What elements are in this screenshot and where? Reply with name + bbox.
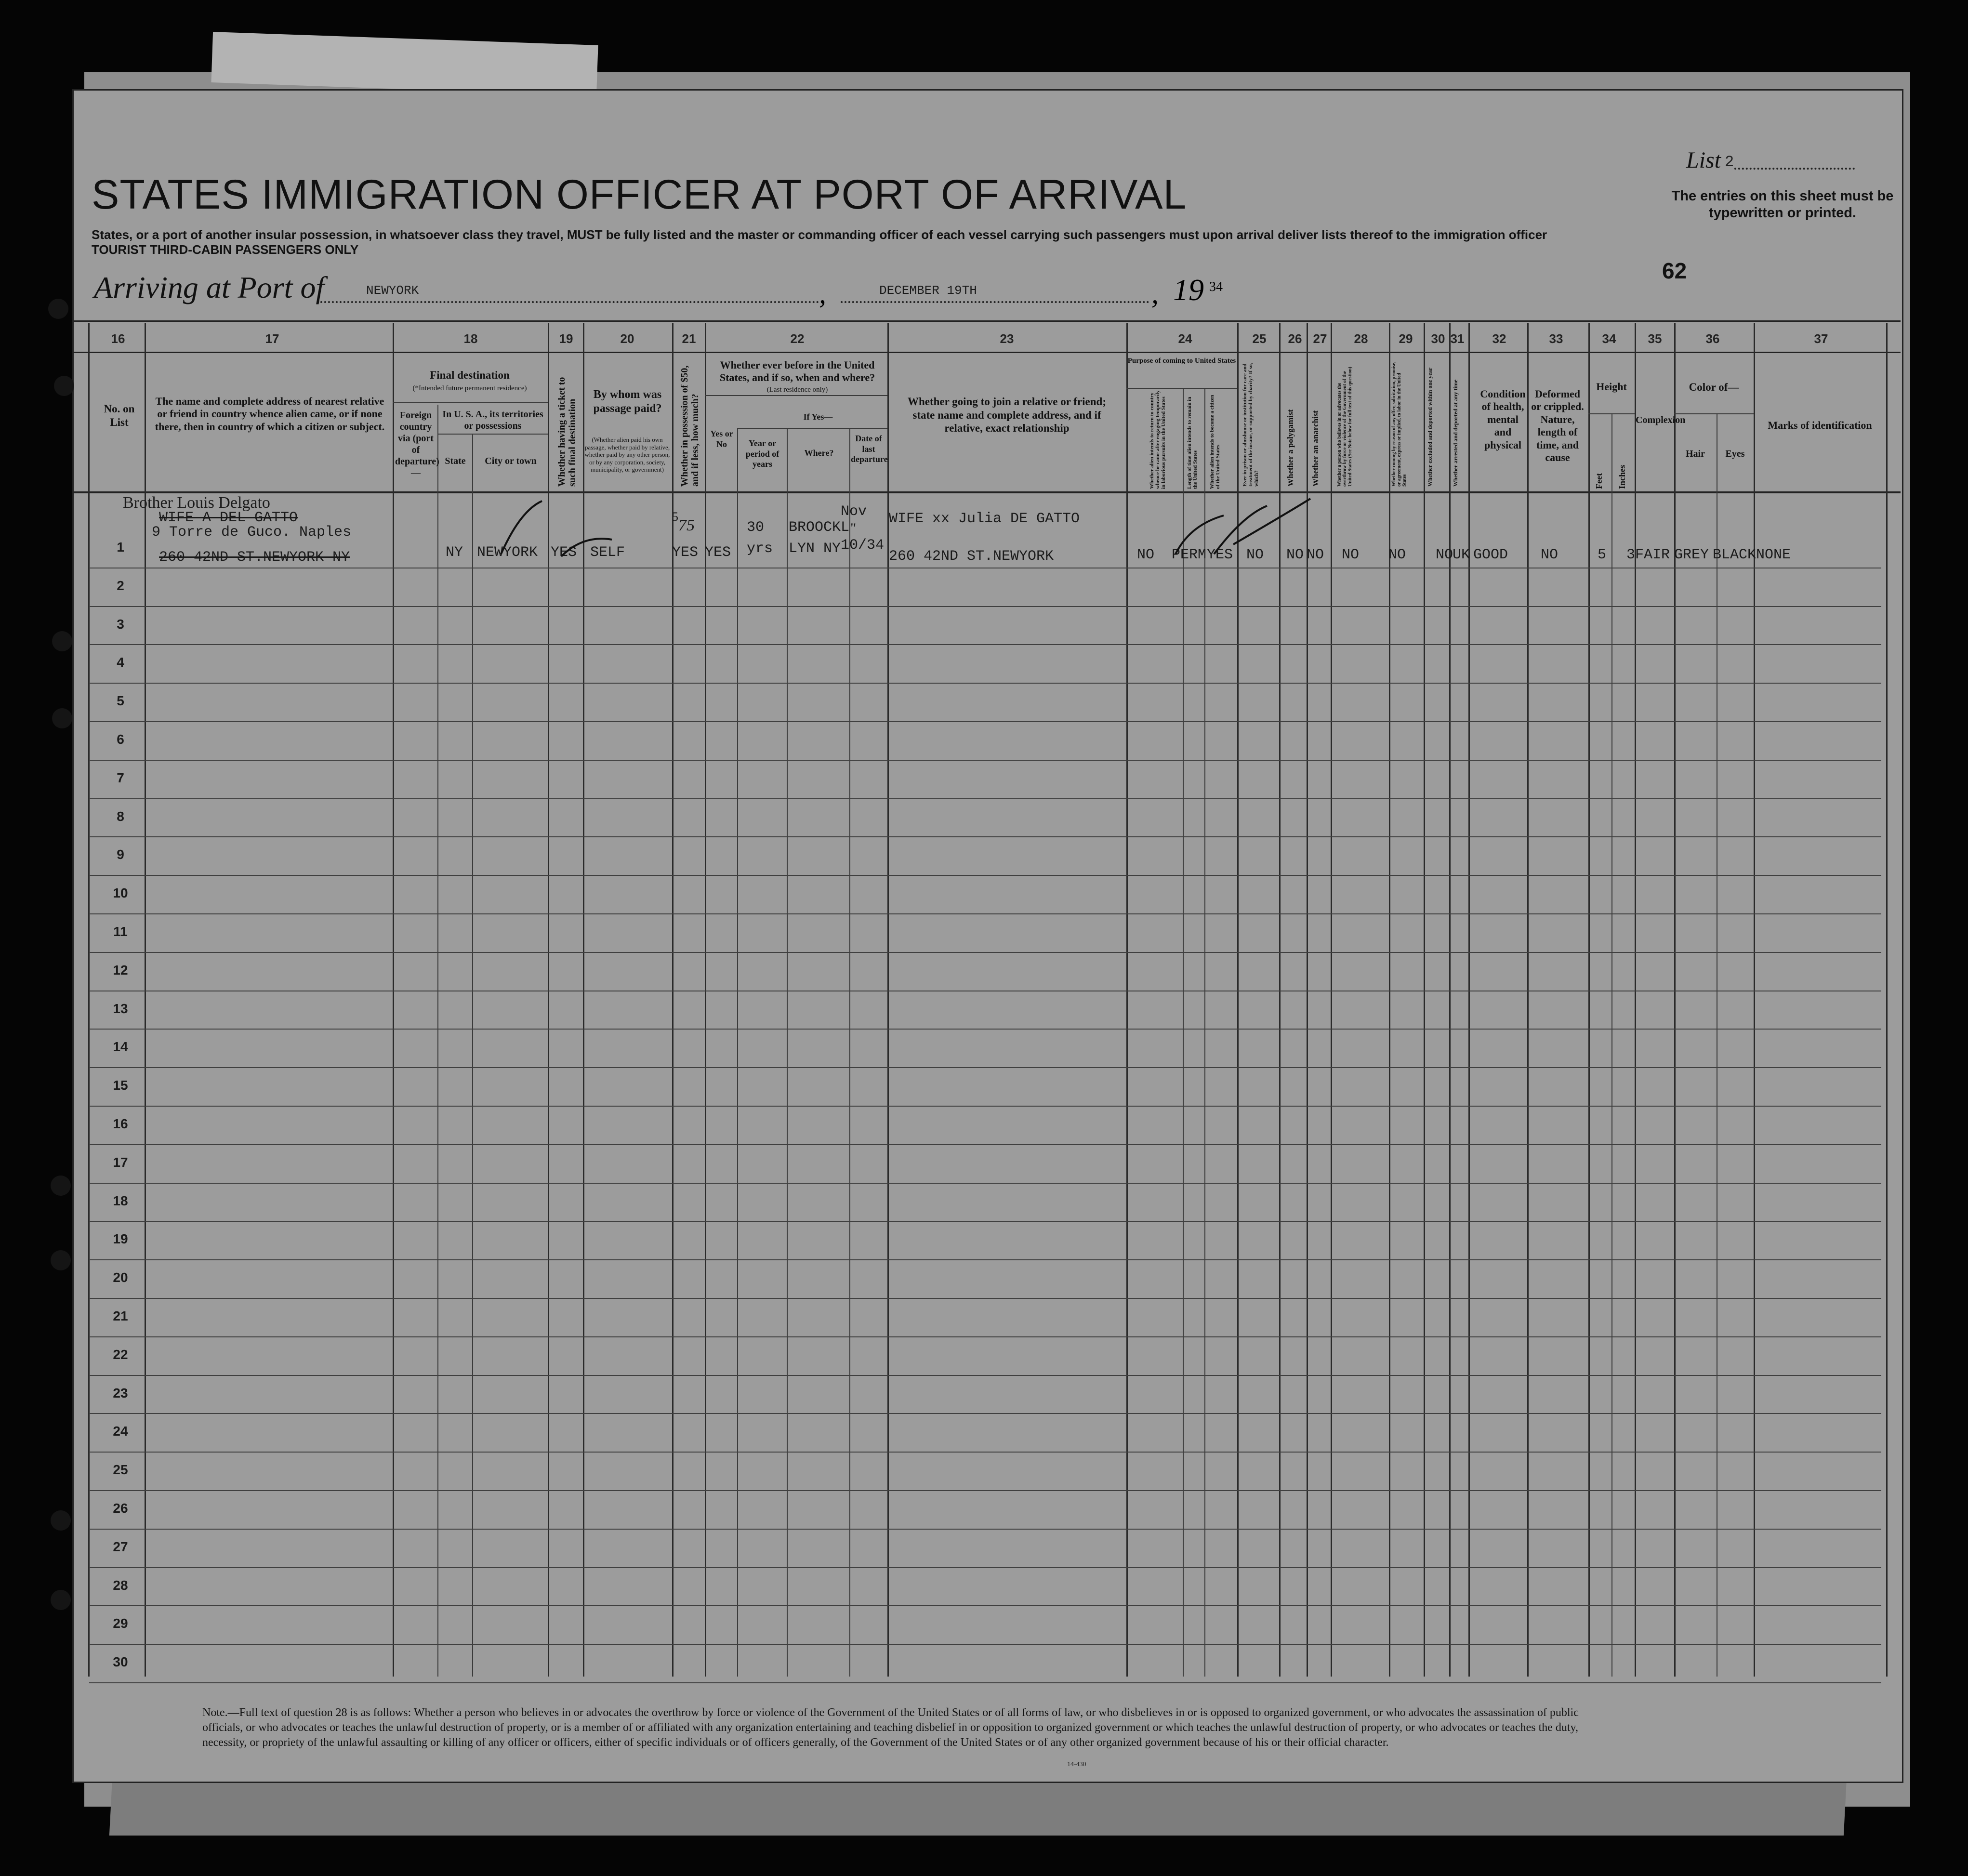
money-figure: 5 [672,510,678,524]
underlying-sheet-edge [109,1778,1847,1836]
binder-hole [51,1176,71,1196]
where-line2: LYN NY [789,541,841,557]
list-value: 2 [1725,153,1734,171]
row-line [89,1336,1881,1337]
col-num-34: 34 [1602,331,1616,346]
possession-value: YES [672,544,699,561]
passage-paid-value: SELF [590,544,625,561]
row-number: 25 [113,1462,128,1478]
date-value: DECEMBER 19TH [879,283,977,298]
polygamist-value: NO [1286,547,1304,563]
col-subline [737,429,738,1677]
col-line [1449,323,1451,1677]
col-num-22: 22 [790,331,805,346]
header-eyes: Eyes [1725,449,1745,459]
anarchist-value: NO [1307,547,1324,563]
row-line [89,1682,1881,1683]
usa-rule [437,434,548,435]
col-line [1527,323,1529,1677]
header-where: Where? [804,448,834,458]
page-title: STATES IMMIGRATION OFFICER AT PORT OF ARRIVAL [92,172,1187,218]
list-label: List [1686,147,1721,173]
money-note: 75 [678,516,695,534]
instruction-text [92,227,1681,257]
row-line [89,1605,1881,1606]
col-num-24: 24 [1178,331,1192,346]
header-inches: Inches [1617,464,1627,489]
row-number: 19 [113,1231,128,1247]
date-field-line [841,301,1149,303]
check-mark-passage [561,539,612,556]
col-num-30: 30 [1431,331,1445,346]
header-purpose-citizen: Whether alien intends to become a citizen of the United States [1209,395,1221,489]
col-num-27: 27 [1313,331,1327,346]
header-passage-paid-note: (Whether alien paid his own passage, whether paid by relative, whether paid by any other person, or by any corporation, society, municipality, or government) [584,436,670,474]
header-in-usa: In U. S. A., its territories or possessions [442,409,543,431]
row-line [89,875,1881,876]
question-28-note: Note.—Full text of question 28 is as follows: Whether a person who believes in or advocates the overthrow by force or violence of the Government of the United States or of all forms of law, or who disbelieves in or is opposed to organized government, or who advocates the assassination of public officials, or who advocates or teaches the unlawful destruction of property, or is a member of or affiliated with any organization entertaining and teaching disbelief in or opposition to organized government or which teaches the unlawful destruction of property, or who advocates or teaches the duty, necessity, or propriety of the unlawful assaulting or killing of any officer or officers, either of specific individuals or of officers generally, of the Government of the United States or of any other organized government because of his or their official character. [202,1706,1579,1749]
col-line [1424,323,1425,1677]
col-num-23: 23 [1000,331,1014,346]
if-yes-rule [737,428,887,429]
header-q28: Whether a person who believes in or advocates the overthrow by force or violence of the Government of the United States (See Note below for full text of this question) [1337,367,1353,487]
color-rule [1674,413,1754,414]
height-rule [1588,413,1635,414]
period-years: 30 [747,519,765,536]
health-value: GOOD [1473,547,1508,563]
column-number-rule [72,352,1901,353]
row-number: 29 [113,1616,128,1631]
col-num-29: 29 [1399,331,1413,346]
ever-before-rule [705,395,887,396]
passenger-class: TOURIST THIRD-CABIN PASSENGERS ONLY [92,242,359,257]
header-hair: Hair [1686,449,1705,459]
arriving-label: Arriving at Port of [94,270,325,304]
struck-address: 260 42ND ST.NEWYORK NY [159,549,350,566]
col-num-26: 26 [1288,331,1302,346]
ever-before-value: YES [705,544,731,561]
row-line [89,1413,1881,1414]
col-line [393,323,394,1677]
row-number: 5 [117,693,124,709]
header-joining-relative: Whether going to join a relative or friend; state name and complete address, and if relative, exact relationship [907,396,1107,435]
row-line [89,606,1881,607]
row-line [89,1067,1881,1068]
header-anarchist: Whether an anarchist [1311,410,1320,487]
col-line [1468,323,1470,1677]
where-line1: BROOCKL [789,519,850,536]
sheet-note: The entries on this sheet must be typewritten or printed. [1671,188,1894,221]
row-line [89,952,1881,953]
row-line [89,1259,1881,1260]
q31-value: UK [1453,547,1470,563]
header-marks: Marks of identification [1768,419,1872,431]
row-line [89,1106,1881,1107]
binder-hole [52,631,72,651]
row-number: 10 [113,885,128,901]
col-line [145,323,146,1677]
header-deformed: Deformed or crippled. Nature, length of time, and cause [1531,388,1584,463]
citizen-value: YES [1207,547,1233,563]
header-condition: Condition of health, mental and physical [1480,388,1526,451]
header-foreign-country: Foreign country via (port of departure)— [395,410,439,478]
col-num-33: 33 [1549,331,1563,346]
binder-hole [51,1510,71,1531]
row-number: 15 [113,1078,128,1093]
table-top-rule [72,320,1901,322]
feet-value: 5 [1598,547,1607,563]
col-num-35: 35 [1648,331,1662,346]
row-number: 26 [113,1501,128,1516]
row-number: 1 [117,540,124,555]
col-subline [787,429,788,1677]
row-line [89,1029,1881,1030]
col-subline [437,405,438,1677]
complexion-value: FAIR [1635,547,1670,563]
header-ticket: Whether having a ticket to such final destination [556,377,578,487]
header-final-destination: Final destination [430,369,510,381]
relative-address: 9 Torre de Guco. Naples [152,524,352,541]
hair-value: GREY [1674,547,1709,563]
row-line [89,1567,1881,1568]
col-line [1886,323,1888,1677]
row-number: 16 [113,1116,128,1131]
list-field-line [1734,168,1855,170]
period-unit: yrs [747,541,773,557]
row-line [89,798,1881,799]
header-purpose: Purpose of coming to United States [1127,357,1236,365]
row-line [89,1452,1881,1453]
row-number: 6 [117,732,124,747]
col-num-18: 18 [463,331,478,346]
row-number: 20 [113,1270,128,1285]
instruction-line: States, or a port of another insular possession, in whatsoever class they travel, MUST be fully listed and the master or commanding officer of each vessel carrying such passengers must upon arrival deliver lists thereof to the immigration officer [92,227,1547,242]
col-line [1674,323,1676,1677]
check-mark-citizen [1233,499,1310,544]
length-stay-value: PERM [1172,547,1207,563]
marks-value: NONE [1756,547,1791,563]
col-line [1635,323,1636,1677]
col-line [88,323,90,1677]
struck-relative: WIFE A DEL GATTO [159,510,298,526]
header-city: City or town [485,456,537,466]
row-number: 13 [113,1001,128,1016]
row-number: 14 [113,1039,128,1055]
row-line [89,1144,1881,1145]
row-number: 7 [117,770,124,785]
row-line [89,913,1881,914]
row-line [89,683,1881,684]
header-date-departure: Date of last departure [851,434,888,464]
row-number: 9 [117,847,124,862]
row-line [89,644,1881,645]
col-num-31: 31 [1450,331,1465,346]
header-bottom-rule [72,491,1901,493]
port-value: NEWYORK [366,283,419,298]
header-year-period: Year or period of years [745,438,779,469]
row-number: 30 [113,1654,128,1670]
row-number: 24 [113,1424,128,1439]
header-ever-before-note: (Last residence only) [766,386,828,394]
row-line [89,760,1881,761]
col-num-21: 21 [682,331,696,346]
purpose-rule [1126,388,1237,389]
row-number: 18 [113,1193,128,1208]
form-id: 14-430 [1067,1761,1086,1768]
check-mark-city [501,501,542,554]
col-num-17: 17 [265,331,279,346]
purpose-return-value: NO [1137,547,1155,563]
header-purpose-return: Whether alien intends to return to country whence he came after engaging temporarily in laborious pursuits in the United States [1149,390,1167,489]
page-number: 62 [1662,258,1687,283]
col-line [1588,323,1590,1677]
col-num-36: 36 [1705,331,1720,346]
date-dep-mark: " [850,520,857,536]
ticket-value: YES [551,544,577,561]
row-number: 4 [117,655,124,670]
year-prefix: 19 [1173,273,1204,307]
row-line [89,1221,1881,1222]
row-number: 23 [113,1385,128,1400]
row-line [89,1529,1881,1530]
q28-value: NO [1342,547,1360,563]
eyes-value: BLACK [1713,547,1757,563]
header-feet: Feet [1594,473,1604,489]
row-line [89,1183,1881,1184]
header-q30: Whether excluded and deported within one year [1426,367,1433,487]
check-mark-purpose [1176,515,1224,554]
comma-2: , [1151,277,1159,309]
col-num-28: 28 [1354,331,1368,346]
col-line [1754,323,1755,1677]
row-line [89,1490,1881,1491]
binder-hole [54,376,74,396]
header-final-destination-note: (*Intended future permanent residence) [412,384,527,392]
date-dep-line1: Nov [841,503,867,520]
date-dep-line2: 10/34 [841,537,885,554]
col-num-20: 20 [620,331,634,346]
col-line [1389,323,1390,1677]
q30-value: NO [1436,547,1453,563]
row-number: 3 [117,616,124,632]
col-subline [849,429,850,1677]
row-number: 11 [113,924,128,939]
header-prison: Ever in prison or almshouse or institution for care and treatment of the insane, or supported by charity? If so, which? [1242,363,1260,487]
header-state: State [445,456,466,466]
binder-hole [48,299,68,319]
row-number: 27 [113,1539,128,1554]
inches-value: 3 [1626,547,1636,563]
binder-hole [52,708,72,728]
port-field-line [320,301,819,303]
header-color-of: Color of— [1689,381,1739,393]
header-height: Height [1596,381,1627,393]
header-if-yes: If Yes— [803,412,833,422]
header-polygamist: Whether a polygamist [1286,409,1295,487]
row-number: 21 [113,1308,128,1323]
row-line [89,721,1881,722]
row-line [89,1375,1881,1376]
row-line [89,1298,1881,1299]
col-num-16: 16 [111,331,125,346]
row-number: 17 [113,1154,128,1170]
row-number: 28 [113,1577,128,1593]
header-yes-or-no: Yes or No [710,429,733,449]
col-num-19: 19 [559,331,573,346]
row-number: 12 [113,962,128,978]
deformed-value: NO [1541,547,1559,563]
header-complexion: Complexion [1636,415,1686,425]
header-possession: Whether in possession of $50, and if less, how much? [679,365,700,487]
row-number: 8 [117,808,124,824]
header-ever-before: Whether ever before in the United States, and if so, when and where? [719,359,875,384]
q29-value: NO [1388,547,1406,563]
col-subline [1183,388,1184,1677]
header-purpose-length: Length of time alien intends to remain in the United States [1187,396,1199,489]
year-suffix: 34 [1209,279,1223,294]
joining-line1: WIFE xx Julia DE GATTO [889,511,1080,527]
col-subline [1204,388,1205,1677]
handwritten-relative: Brother Louis Delgato [123,494,270,512]
city-value: NEWYORK [477,544,538,561]
header-q31: Whether arrested and deported at any time [1452,379,1459,487]
binder-hole [51,1250,71,1270]
pen-check-marks [482,496,1349,564]
header-relative-address: The name and complete address of nearest relative or friend in country whence alien came, or if none there, then in country of which a citizen or subject. [155,395,385,433]
col-num-25: 25 [1252,331,1267,346]
row-number: 22 [113,1347,128,1362]
comma-1: , [819,277,826,309]
col-num-37: 37 [1814,331,1828,346]
prison-value: NO [1246,547,1264,563]
state-value: NY [446,544,463,561]
header-no-on-list: No. on List [104,403,135,428]
col-num-32: 32 [1492,331,1506,346]
binder-hole [51,1590,71,1610]
row-line [89,836,1881,837]
header-q29: Whether coming by reason of any offer, solicitation, promise, or agreement, express or implied, to labor in the United States [1391,361,1407,487]
final-dest-rule [393,402,548,403]
joining-line2: 260 42ND ST.NEWYORK [889,548,1054,565]
col-subline [1611,414,1612,1677]
row-number: 2 [117,578,124,593]
header-passage-paid: By whom was passage paid? [593,388,662,415]
row-line [89,1644,1881,1645]
